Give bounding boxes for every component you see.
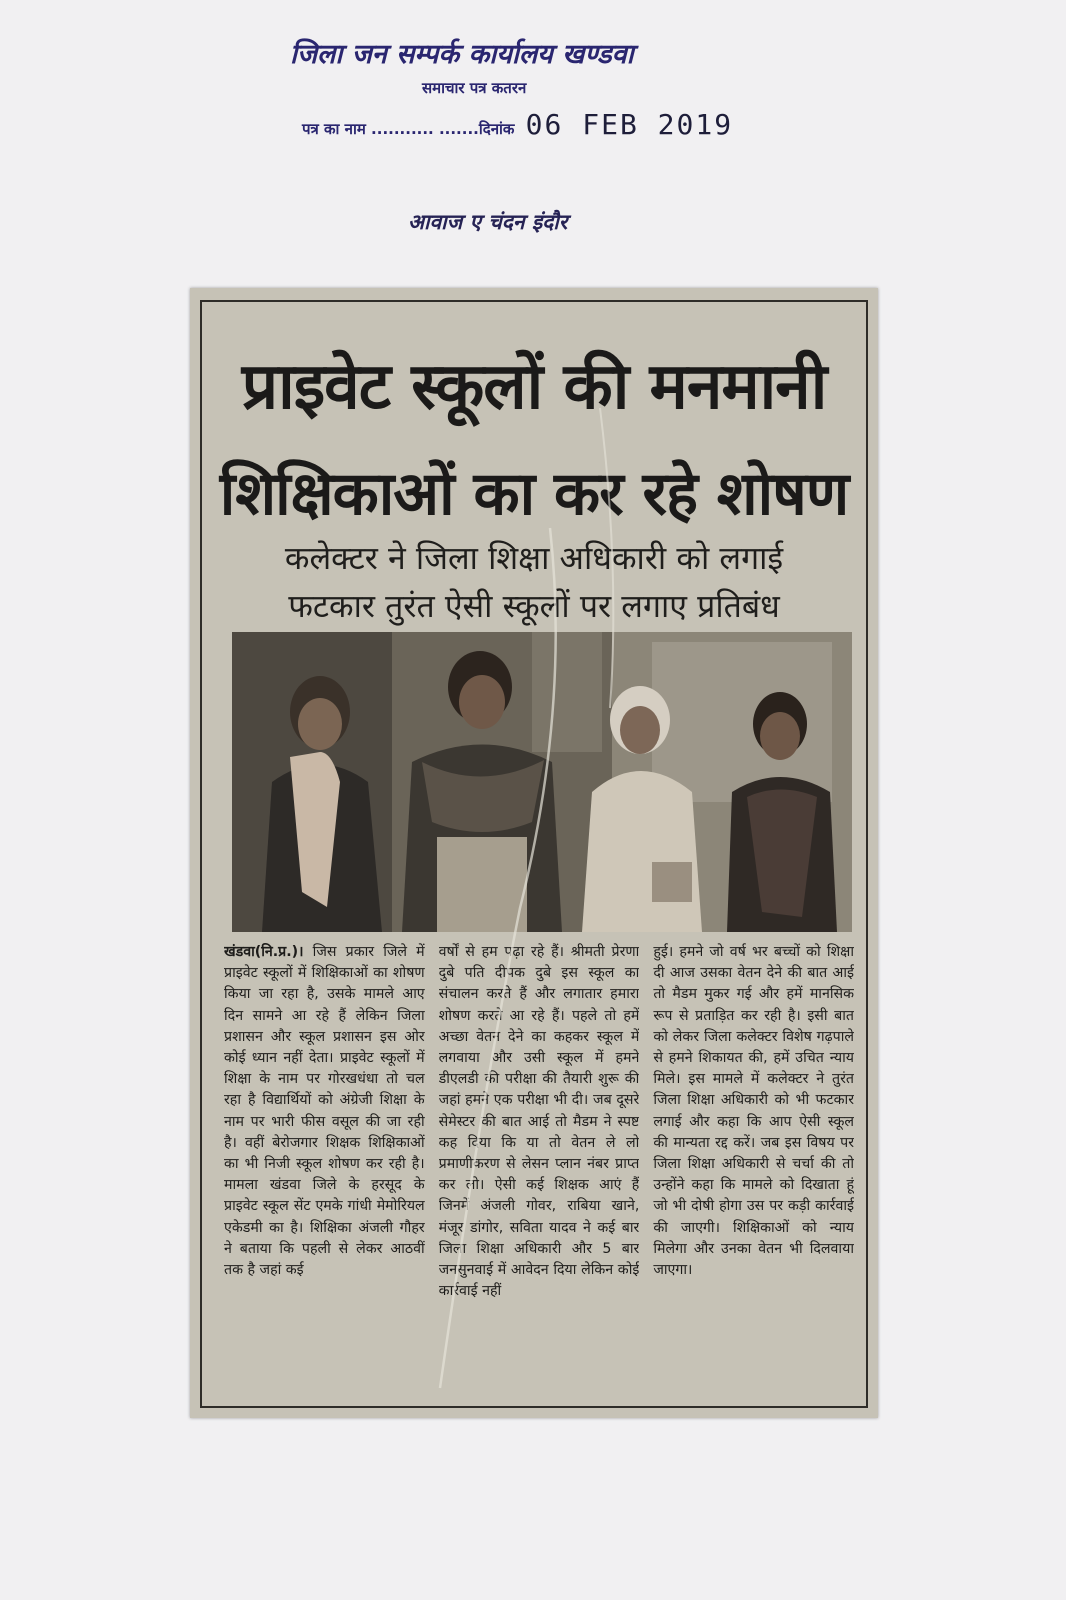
article-column-1 xyxy=(224,942,425,1392)
headline-line-2: शिक्षिकाओं का कर रहे शोषण xyxy=(219,459,849,529)
article-column-2: वर्षों से हम पढ़ा रहे हैं। श्रीमती प्रेरणा दुबे पति दीपक दुबे इस स्कूल का संचालन करते हैं और लगातार हमारा शोषण करते आ रहे हैं। पहले तो हमें अच्छा वेतन देने का कहकर स्कूल में लगवाया और उसी स्कूल में हमने डीएलडी की परीक्षा की तैयारी शुरू की जहां हमने एक परीक्षा भी दी। जब दूसरे सेमेस्टर की बात आई तो मैडम ने स्पष्ट कह दिया कि या तो वेतन ले लो प्रमाणीकरण से लेसन प्लान नंबर प्राप्त कर लो। ऐसी कई शिक्षक आएं हैं जिनमें अंजली गोवर, राबिया खाने, मंजूर डांगोर, सविता यादव ने कई बार जिला शिक्षा अधिकारी और 5 बार जनसुनवाई में आवेदन दिया लेकिन कोई कार्रवाई नहीं xyxy=(438,944,640,1300)
article-body xyxy=(224,942,854,1392)
deck-line-2: फटकार तुरंत ऐसी स्कूलों पर लगाए प्रतिबंध xyxy=(288,587,780,625)
photo-four-women xyxy=(232,632,852,932)
date-value: 06 FEB 2019 xyxy=(525,108,734,141)
newspaper-label: पत्र का नाम ........... ....... xyxy=(302,120,479,138)
article-dateline: खंडवा(नि.प्र.)। xyxy=(224,944,304,960)
article-photo xyxy=(232,632,852,932)
deck-line-1: कलेक्टर ने जिला शिक्षा अधिकारी को लगाई xyxy=(284,539,784,577)
stamp-line xyxy=(302,108,733,141)
headline-line-1: प्राइवेट स्कूलों की मनमानी xyxy=(241,350,827,424)
article-frame xyxy=(200,300,868,1408)
newspaper-clipping xyxy=(190,288,878,1418)
stamp-subtitle: समाचार पत्र कतरन xyxy=(422,79,527,97)
office-title: जिला जन सम्पर्क कार्यालय खण्डवा xyxy=(290,39,634,70)
date-label: दिनांक xyxy=(478,120,515,138)
newspaper-name: आवाज ए चंदन इंदौर xyxy=(408,210,568,234)
article-column-3: हुई। हमने जो वर्ष भर बच्चों को शिक्षा दी आज उसका वेतन देने की बात आई तो मैडम मुकर गई और हमें मानसिक रूप से प्रताड़ित कर रही है। इसी बात को लेकर जिला कलेक्टर विशेष गढ़पाले से हमने शिकायत की, हमें उचित न्याय मिले। इस मामले में कलेक्टर ने तुरंत जिला शिक्षा अधिकारी को भी फटकार लगाई और कहा कि आप ऐसी स्कूल की मान्यता रद्द करें। जब इस विषय पर जिला शिक्षा अधिकारी से चर्चा की तो उन्होंने कहा कि मामले को दिखाता हूं जो भी दोषी होगा उस पर कड़ी कार्रवाई की जाएगी। शिक्षिकाओं को न्याय मिलेगा और उनका वेतन भी दिलवाया जाएगा। xyxy=(653,944,855,1279)
article-column-1-text: जिस प्रकार जिले में प्राइवेट स्कूलों में शिक्षिकाओं का शोषण किया जा रहा है, उसके मामले आए दिन सामने आ रहे हैं लेकिन जिला प्रशासन और स्कूल प्रशासन इस ओर कोई ध्यान नहीं देता। प्राइवेट स्कूलों में शिक्षा के नाम पर गोरखधंधा तो चल रहा है विद्यार्थियों को अंग्रेजी शिक्षा के नाम पर भारी फीस वसूल की जा रही है। वहीं बेरोजगार शिक्षक शिक्षिकाओं का भी निजी स्कूल शोषण कर रही है। मामला खंडवा जिले के हरसूद के प्राइवेट स्कूल सेंट एमके गांधी मेमोरियल एकेडमी का है। शिक्षिका अंजली गौहर ने बताया कि पहली से लेकर आठवीं तक है जहां कई xyxy=(224,944,425,1279)
